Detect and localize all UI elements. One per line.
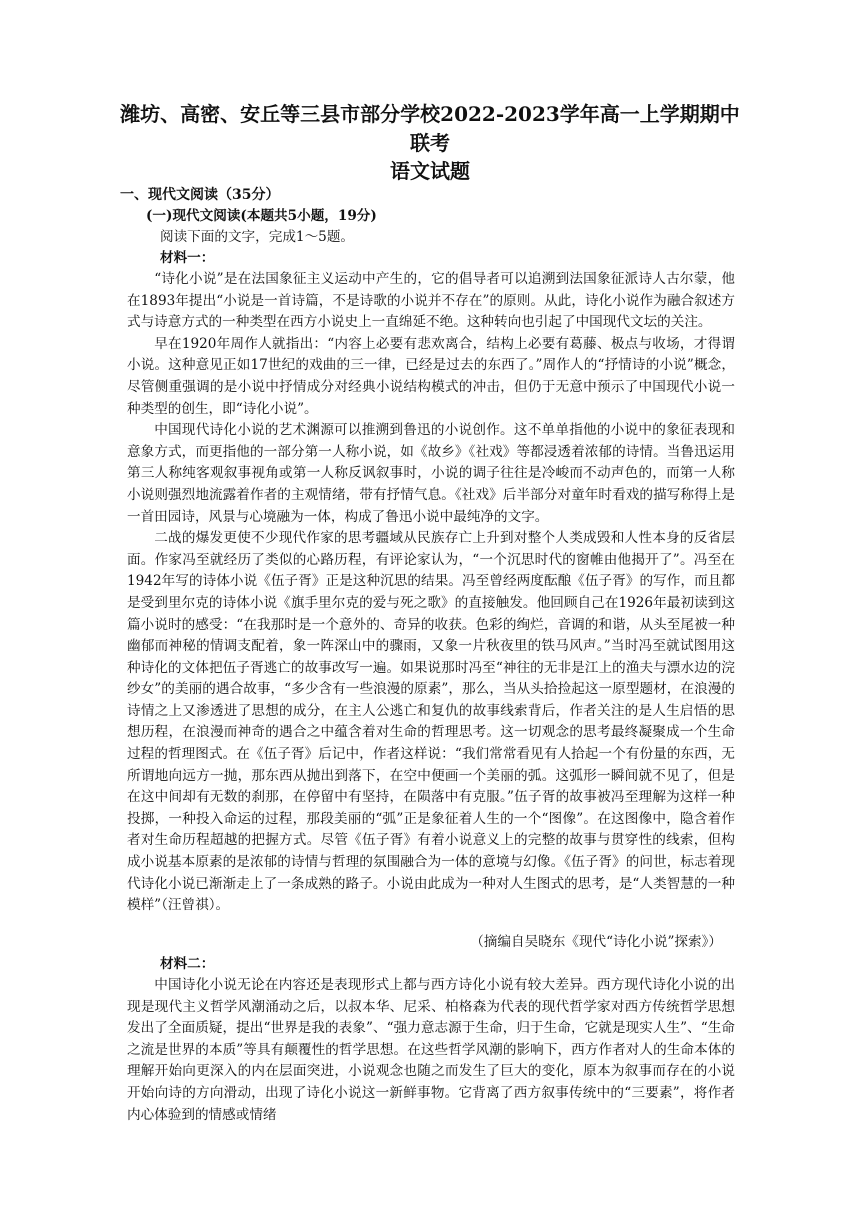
material-2-label: 材料二： [160,956,215,972]
material-2-body [127,975,735,1126]
reading-instruction: 阅读下面的文字，完成1～5题。 [160,229,355,245]
material-1-paragraph: “诗化小说”是在法国象征主义运动中产生的，它的倡导者可以追溯到法国象征派诗人古尔蒙，他在1893年提出“小说是一首诗篇，不是诗歌的小说并不存在”的原则。从此，诗化小说作为融合叙述方式与诗意方式的一种类型在西方小说史上一直绵延不绝。这种转向也引起了中国现代文坛的关注。 [127,271,735,331]
material-1-paragraph: 二战的爆发更使不少现代作家的思考疆域从民族存亡上升到对整个人类成毁和人性本身的反省层面。作家冯至就经历了类似的心路历程，有评论家认为，“一个沉思时代的窗帷由他揭开了”。冯至在1942年写的诗体小说《伍子胥》正是这种沉思的结果。冯至曾经两度酝酿《伍子胥》的写作，而且都是受到里尔克的诗体小说《旗手里尔克的爱与死之歌》的直接触发。他回顾自己在1926年最初读到这篇小说时的感受：“在我那时是一个意外的、奇异的收获。色彩的绚烂，音调的和谐，从头至尾被一种幽郁而神秘的情调支配着，象一阵深山中的骤雨，又象一片秋夜里的铁马风声。”当时冯至就试图用这种诗化的文体把伍子胥逃亡的故事改写一遍。如果说那时冯至“神往的无非是江上的渔夫与漂水边的浣纱女”的美丽的遇合故事，“多少含有一些浪漫的原素”，那么，当从头拾捡起这一原型题材，在浪漫的诗情之上又渗透进了思想的成分，在主人公逃亡和复仇的故事线索背后，作者关注的是人生启悟的思想历程，在浪漫而神奇的遇合之中蕴含着对生命的哲理思考。这一切观念的思考最终凝聚成一个生命过程的哲理图式。在《伍子胥》后记中，作者这样说：“我们常常看见有人拾起一个有份量的东西，无所谓地向远方一抛，那东西从抛出到落下，在空中便画一个美丽的弧。这弧形一瞬间就不见了，但是在这中间却有无数的刹那，在停留中有坚持，在陨落中有克服。”伍子胥的故事被冯至理解为这样一种投掷，一种投入命运的过程，那段美丽的“弧”正是象征着人生的一个“图像”。在这图像中，隐含着作者对生命历程超越的把握方式。尽管《伍子胥》有着小说意义上的完整的故事与贯穿性的线索，但构成小说基本原素的是浓郁的诗情与哲理的氛围融合为一体的意境与幻像。《伍子胥》的问世，标志着现代诗化小说已渐渐走上了一条成熟的路子。小说由此成为一种对人生图式的思考，是“人类智慧的一种模样”（汪曾祺）。 [127,530,735,914]
section-heading: 一、现代文阅读（35分） [120,187,280,203]
document-title-line-1: 潍坊、高密、安丘等三县市部分学校2022-2023学年高一上学期期中 [120,102,740,126]
document-title-line-2: 联考 [410,131,450,155]
material-1-label: 材料一： [160,250,215,266]
material-2-paragraph: 中国诗化小说无论在内容还是表现形式上都与西方诗化小说有较大差异。西方现代诗化小说的出现是现代主义哲学风潮涌动之后，以叔本华、尼采、柏格森为代表的现代哲学家对西方传统哲学思想发出了全面质疑，提出“世界是我的表象”、“强力意志源于生命，归于生命，它就是现实人生”、“生命之流是世界的本质”等具有颠覆性的哲学思想。在这些哲学风潮的影响下，西方作者对人的生命本体的理解开始向更深入的内在层面突进，小说观念也随之而发生了巨大的变化，原本为叙事而存在的小说开始向诗的方向滑动，出现了诗化小说这一新鲜事物。它背离了西方叙事传统中的“三要素”，将作者内心体验到的情感或情绪 [127,977,735,1123]
material-1-body [127,269,735,917]
material-1-paragraph: 早在1920年周作人就指出：“内容上必要有悲欢离合，结构上必要有葛藤、极点与收场，才得谓小说。这种意见正如17世纪的戏曲的三一律，已经是过去的东西了。”周作人的“抒情诗的小说”概念，尽管侧重强调的是小说中抒情成分对经典小说结构模式的冲击，但仍于无意中预示了中国现代小说一种类型的创生，即“诗化小说”。 [127,335,735,417]
material-1-paragraph: 中国现代诗化小说的艺术渊源可以推溯到鲁迅的小说创作。这不单单指他的小说中的象征表现和意象方式，而更指他的一部分第一人称小说，如《故乡》《社戏》等都浸透着浓郁的诗情。当鲁迅运用第三人称纯客观叙事视角或第一人称反讽叙事时，小说的调子往往是冷峻而不动声色的，而第一人称小说则强烈地流露着作者的主观情绪，带有抒情气息。《社戏》后半部分对童年时看戏的描写称得上是一首田园诗，风景与心境融为一体，构成了鲁迅小说中最纯净的文字。 [127,422,735,525]
subsection-heading: (一)现代文阅读(本题共5小题，19分) [146,208,377,224]
document-subject-title: 语文试题 [390,159,470,183]
material-1-source: （摘编自吴晓东《现代“诗化小说”探索》） [470,934,722,950]
